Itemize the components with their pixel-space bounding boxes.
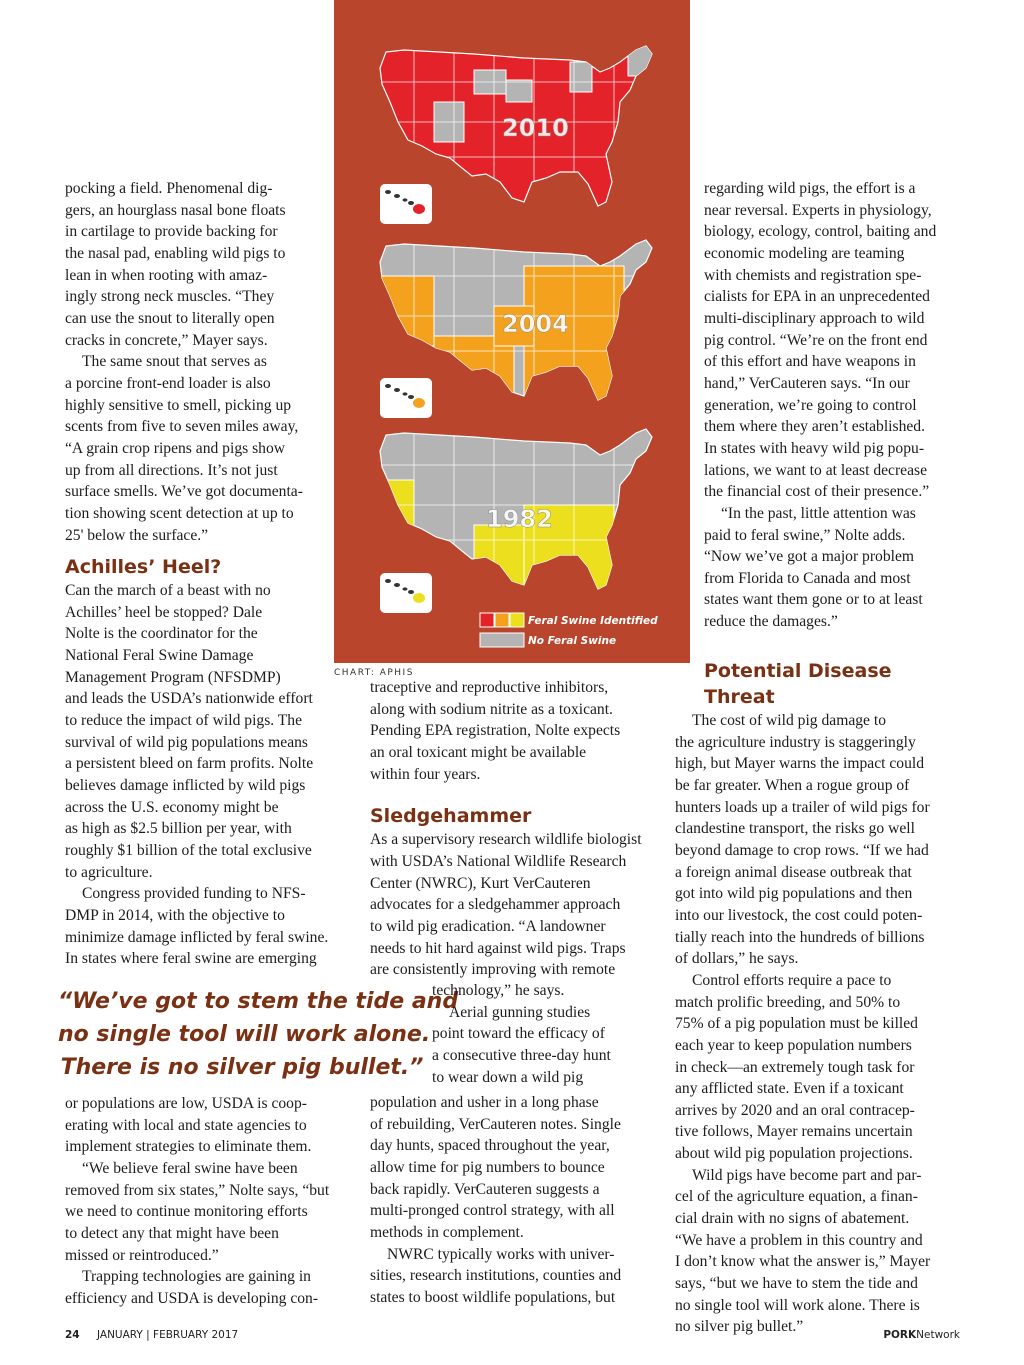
text-line: to wild pig eradication. “A landowner [370, 917, 606, 935]
text-line: into our livestock, the cost could poten- [675, 906, 923, 924]
body-paragraph [432, 980, 655, 1002]
publication-brand [883, 1329, 960, 1341]
text-line: of this effort and have weapons in [704, 353, 916, 371]
text-line: In states where feral swine are emerging [65, 950, 317, 968]
text-line: methods in complement. [370, 1223, 524, 1241]
text-line: states to boost wildlife populations, but [370, 1288, 616, 1306]
usa-map-2010 [374, 42, 658, 206]
brand-bold: PORK [883, 1329, 917, 1341]
text-line: Wild pigs have become part and par- [692, 1166, 922, 1184]
text-line: highly sensitive to smell, picking up [65, 396, 292, 414]
text-line: allow time for pig numbers to bounce [370, 1158, 605, 1176]
text-line: the agriculture industry is staggeringly [675, 733, 916, 751]
hawaii-inset-icon [380, 184, 432, 224]
text-line: cracks in concrete,” Mayer says. [65, 331, 268, 349]
text-line: the nasal pad, enabling wild pigs to [65, 244, 286, 262]
column-1-top [65, 178, 350, 970]
text-line: with chemists and registration spe- [704, 266, 922, 284]
text-line: missed or reintroduced.” [65, 1246, 219, 1264]
pull-quote-line: no single tool will work alone. [58, 1022, 431, 1047]
text-line: scents from five to seven miles away, [65, 418, 299, 436]
text-line: each year to keep population numbers [675, 1036, 912, 1054]
text-line: Control efforts require a pace to [692, 971, 892, 989]
text-line: no single tool will work alone. There is [675, 1296, 920, 1314]
text-line: day hunts, spaced throughout the year, [370, 1137, 610, 1155]
text-line: of dollars,” he says. [675, 950, 799, 968]
text-line: lean in when rooting with amaz- [65, 266, 268, 284]
body-paragraph [65, 883, 350, 970]
text-line: says, “but we have to stem the tide and [675, 1275, 918, 1293]
hawaii-inset-icon [380, 573, 432, 613]
section-heading-sledgehammer: Sledgehammer [370, 805, 532, 828]
text-line: regarding wild pigs, the effort is a [704, 180, 916, 197]
text-line: as high as $2.5 billion per year, with [65, 820, 292, 838]
body-paragraph [65, 1266, 350, 1309]
map-year-2004: 2004 [502, 310, 569, 338]
text-line: clandestine transport, the risks go well [675, 820, 915, 838]
map-legend [480, 613, 658, 647]
text-line: within four years. [370, 765, 481, 783]
section-heading-disease-threat: Potential Disease Threat [704, 660, 892, 708]
body-paragraph [370, 1092, 655, 1244]
text-line: gers, an hourglass nasal bone floats [65, 201, 286, 219]
text-line: Congress provided funding to NFS- [82, 885, 306, 903]
column-2-bottom [370, 1092, 655, 1309]
text-line: surface smells. We’ve got documenta- [65, 483, 303, 501]
text-line: “A grain crop ripens and pigs show [65, 439, 286, 457]
text-line: Aerial gunning studies [449, 1003, 591, 1021]
text-line: them where they aren’t established. [704, 418, 925, 436]
text-line: cialists for EPA in an unprecedented [704, 288, 930, 306]
text-line: minimize damage inflicted by feral swine. [65, 928, 329, 946]
text-line: cel of the agriculture equation, a finan- [675, 1188, 918, 1206]
text-line: to detect any that might have been [65, 1224, 279, 1242]
legend-none-label: No Feral Swine [528, 635, 617, 647]
text-line: removed from six states,” Nolte says, “but [65, 1181, 330, 1199]
text-line: “Now we’ve got a major problem [704, 548, 915, 566]
body-paragraph [65, 178, 350, 351]
text-line: “In the past, little attention was [721, 504, 916, 522]
text-line: Trapping technologies are gaining in [82, 1268, 311, 1286]
text-line: are consistently improving with remote [370, 961, 616, 979]
text-line: along with sodium nitrite as a toxicant. [370, 700, 613, 718]
column-3-bottom [675, 650, 960, 1338]
body-paragraph [65, 580, 350, 883]
text-line: can use the snout to literally open [65, 309, 275, 327]
text-line: “We have a problem in this country and [675, 1231, 923, 1249]
page-footer [65, 1329, 960, 1347]
text-line: efficiency and USDA is developing con- [65, 1289, 319, 1307]
text-line: across the U.S. economy might be [65, 798, 279, 816]
text-line: economic modeling are teaming [704, 244, 905, 262]
text-line: near reversal. Experts in physiology, [704, 201, 932, 219]
text-line: up from all directions. It’s not just [65, 461, 278, 479]
issue-date: JANUARY | FEBRUARY 2017 [96, 1329, 239, 1341]
body-paragraph [704, 178, 959, 503]
body-paragraph [65, 1158, 350, 1266]
text-line: a consecutive three-day hunt [432, 1046, 611, 1064]
text-line: lations, we want to at least decrease [704, 461, 927, 479]
body-paragraph [370, 1244, 655, 1309]
text-line: got into wild pig populations and then [675, 885, 913, 903]
text-line: match prolific breeding, and 50% to [675, 993, 901, 1011]
body-paragraph [704, 503, 959, 633]
text-line: an oral toxicant might be available [370, 743, 587, 761]
text-line: point toward the efficacy of [432, 1025, 605, 1043]
pull-quote-line: “We’ve got to stem the tide and [58, 989, 459, 1014]
text-line: multi-disciplinary approach to wild [704, 309, 925, 327]
text-line: and leads the USDA’s nationwide effort [65, 690, 313, 708]
body-paragraph [370, 829, 655, 981]
text-line: hand,” VerCauteren says. “In our [704, 374, 910, 392]
section-heading-achilles: Achilles’ Heel? [65, 556, 222, 579]
text-line: to agriculture. [65, 863, 153, 881]
text-line: pig control. “We’re on the front end [704, 331, 928, 349]
text-line: a foreign animal disease outbreak that [675, 863, 912, 881]
text-line: The same snout that serves as [82, 353, 267, 371]
text-line: multi-pronged control strategy, with all [370, 1202, 615, 1220]
text-line: The cost of wild pig damage to [692, 712, 887, 729]
pull-quote [58, 985, 459, 1084]
text-line: National Feral Swine Damage [65, 647, 254, 665]
text-line: survival of wild pig populations means [65, 733, 308, 751]
column-2-wrap [432, 980, 655, 1088]
body-paragraph [432, 1002, 655, 1089]
body-paragraph [65, 1093, 350, 1158]
text-line: Center (NWRC), Kurt VerCauteren [370, 874, 591, 892]
body-paragraph [65, 351, 350, 546]
text-line: in cartilage to provide backing for [65, 223, 278, 241]
text-line: reduce the damages.” [704, 613, 838, 631]
text-line: Achilles’ heel be stopped? Dale [65, 603, 263, 621]
text-line: tion showing scent detection at up to [65, 504, 294, 522]
text-line: sities, research institutions, counties and [370, 1267, 622, 1285]
text-line: be far greater. When a rogue group of [675, 776, 910, 794]
feral-swine-map-panel [334, 0, 690, 663]
brand-rest: Network [916, 1329, 960, 1341]
text-line: Pending EPA registration, Nolte expects [370, 722, 621, 740]
text-line: with USDA’s National Wildlife Research [370, 852, 627, 870]
text-line: any afflicted state. Even if a toxicant [675, 1080, 904, 1098]
text-line: back rapidly. VerCauteren suggests a [370, 1180, 600, 1198]
text-line: in check—an extremely tough task for [675, 1058, 915, 1076]
text-line: population and usher in a long phase [370, 1094, 599, 1111]
text-line: from Florida to Canada and most [704, 569, 911, 587]
text-line: Can the march of a beast with no [65, 582, 271, 600]
usa-map-1982 [374, 425, 654, 595]
text-line: of rebuilding, VerCauteren notes. Single [370, 1115, 621, 1133]
column-2-top [370, 677, 655, 981]
text-line: biology, ecology, control, baiting and [704, 223, 937, 241]
text-line: no silver pig bullet.” [675, 1318, 804, 1336]
text-line: “We believe feral swine have been [82, 1159, 298, 1177]
body-paragraph [675, 710, 960, 970]
text-line: tive follows, Mayer remains uncertain [675, 1123, 913, 1141]
text-line: implement strategies to eliminate them. [65, 1138, 312, 1156]
page-number: 24 [65, 1329, 80, 1341]
text-line: or populations are low, USDA is coop- [65, 1095, 307, 1112]
text-line: Management Program (NFSDMP) [65, 668, 281, 686]
text-line: 75% of a pig population must be killed [675, 1015, 918, 1033]
text-line: to reduce the impact of wild pigs. The [65, 712, 303, 730]
body-paragraph [370, 677, 655, 785]
text-line: generation, we’re going to control [704, 396, 917, 414]
map-year-2010: 2010 [502, 114, 569, 142]
text-line: a persistent bleed on farm profits. Nolte [65, 755, 314, 773]
text-line: arrives by 2020 and an oral contracep- [675, 1101, 915, 1119]
text-line: states want them gone or to at least [704, 591, 923, 609]
text-line: technology,” he says. [432, 982, 565, 999]
text-line: DMP in 2014, with the objective to [65, 907, 285, 924]
text-line: advocates for a sledgehammer approach [370, 896, 621, 914]
text-line: paid to feral swine,” Nolte adds. [704, 526, 906, 544]
text-line: traceptive and reproductive inhibitors, [370, 679, 609, 696]
column-1-bottom [65, 1093, 350, 1310]
text-line: cial drain with no signs of abatement. [675, 1210, 910, 1228]
legend-identified-label: Feral Swine Identified [528, 615, 658, 627]
text-line: As a supervisory research wildlife biologist [370, 831, 642, 849]
text-line: roughly $1 billion of the total exclusive [65, 842, 312, 860]
pull-quote-line: There is no silver pig bullet.” [60, 1055, 424, 1080]
text-line: tially reach into the hundreds of billions [675, 928, 925, 946]
text-line: believes damage inflicted by wild pigs [65, 777, 306, 795]
text-line: about wild pig population projections. [675, 1145, 913, 1163]
column-3-top [704, 178, 959, 633]
body-paragraph [675, 970, 960, 1165]
text-line: ingly strong neck muscles. “They [65, 288, 275, 306]
text-line: pocking a field. Phenomenal dig- [65, 180, 273, 197]
map-year-1982: 1982 [486, 505, 553, 533]
text-line: I don’t know what the answer is,” Mayer [675, 1253, 931, 1271]
text-line: Nolte is the coordinator for the [65, 625, 258, 643]
text-line: to wear down a wild pig [432, 1068, 584, 1086]
text-line: we need to continue monitoring efforts [65, 1203, 308, 1221]
text-line: needs to hit hard against wild pigs. Traps [370, 939, 626, 957]
text-line: hunters loads up a trailer of wild pigs for [675, 798, 930, 816]
text-line: 25' below the surface.” [65, 526, 209, 544]
text-line: beyond damage to crop rows. “If we had [675, 841, 929, 859]
text-line: In states with heavy wild pig popu- [704, 439, 925, 457]
text-line: NWRC typically works with univer- [387, 1245, 615, 1263]
chart-credit: CHART: APHIS [334, 668, 414, 678]
body-paragraph [675, 1165, 960, 1338]
hawaii-inset-icon [380, 378, 432, 418]
text-line: high, but Mayer warns the impact could [675, 755, 925, 773]
text-line: erating with local and state agencies to [65, 1116, 307, 1134]
text-line: the financial cost of their presence.” [704, 483, 930, 501]
text-line: a porcine front-end loader is also [65, 374, 271, 392]
